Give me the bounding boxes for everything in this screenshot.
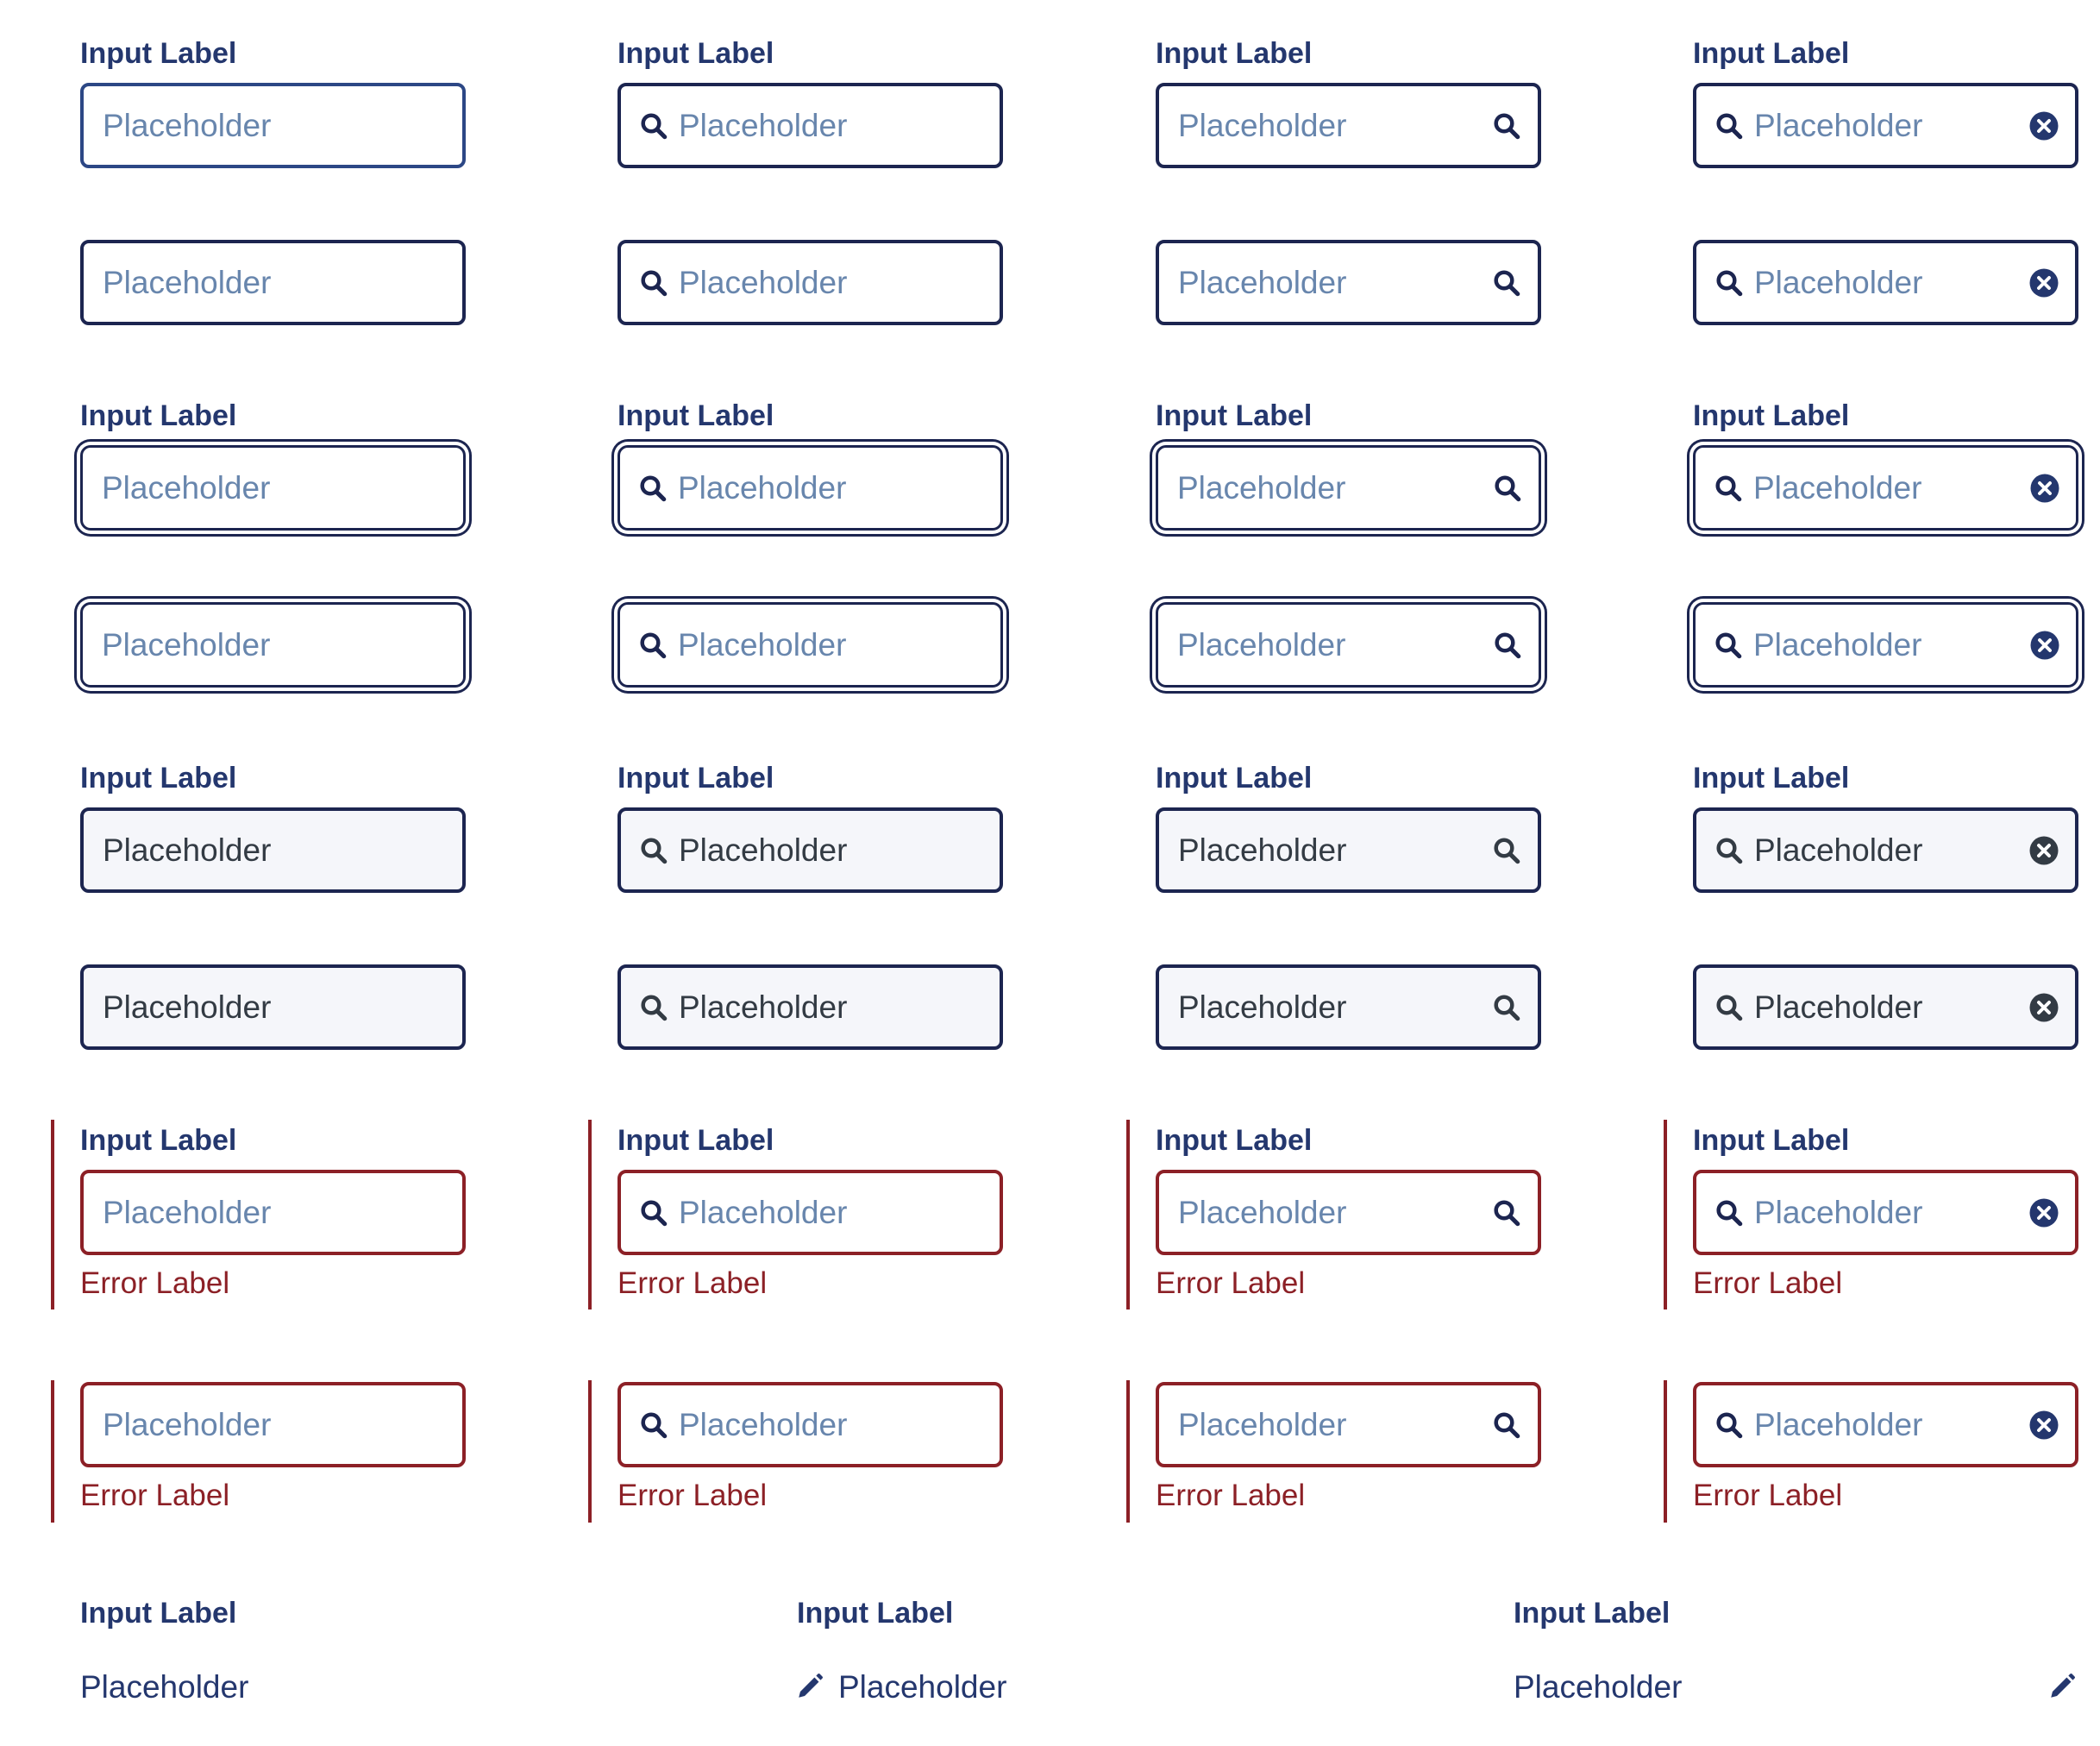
input-value: Placeholder xyxy=(1178,832,1347,868)
error-indicator-bar xyxy=(588,1120,592,1310)
search-input-left-icon-focused[interactable] xyxy=(617,445,1003,531)
pencil-icon[interactable] xyxy=(2047,1672,2077,1701)
input-value: Placeholder xyxy=(679,989,848,1025)
error-indicator-bar xyxy=(51,1380,54,1523)
input-placeholder: Placeholder xyxy=(679,1406,848,1442)
error-label: Error Label xyxy=(1693,1479,1843,1512)
readonly-value: Placeholder xyxy=(80,1669,249,1705)
input-label: Input Label xyxy=(617,37,774,70)
search-input-left-icon[interactable] xyxy=(617,240,1003,325)
text-input-default[interactable] xyxy=(80,240,466,325)
input-placeholder: Placeholder xyxy=(1754,107,1923,143)
editable-value[interactable]: Placeholder xyxy=(838,1669,1007,1705)
input-label: Input Label xyxy=(1693,37,1850,70)
search-input-clearable-filled[interactable] xyxy=(1693,807,2078,893)
clear-circle-x-icon[interactable] xyxy=(2028,110,2059,141)
input-placeholder: Placeholder xyxy=(1753,469,1922,506)
search-icon[interactable] xyxy=(1491,1197,1522,1228)
input-placeholder: Placeholder xyxy=(679,264,848,300)
search-input-right-icon-focused[interactable] xyxy=(1156,602,1541,688)
search-input-left-icon-focused[interactable] xyxy=(617,602,1003,688)
input-label: Input Label xyxy=(1156,762,1313,794)
search-input-clearable[interactable] xyxy=(1693,240,2078,325)
search-icon xyxy=(1714,1410,1745,1441)
input-placeholder: Placeholder xyxy=(103,107,272,143)
input-label: Input Label xyxy=(797,1597,954,1630)
input-placeholder: Placeholder xyxy=(679,107,848,143)
text-input-focused[interactable] xyxy=(80,602,466,688)
search-input-left-icon[interactable] xyxy=(617,83,1003,168)
text-input-error[interactable] xyxy=(80,1382,466,1467)
text-input-focused[interactable] xyxy=(80,445,466,531)
clear-circle-x-icon[interactable] xyxy=(2029,630,2060,661)
search-icon xyxy=(1713,630,1744,661)
search-icon[interactable] xyxy=(1491,835,1522,866)
search-icon xyxy=(1713,473,1744,504)
error-indicator-bar xyxy=(588,1380,592,1523)
search-input-clearable-focused[interactable] xyxy=(1693,602,2078,688)
search-input-clearable-filled[interactable] xyxy=(1693,964,2078,1050)
input-label: Input Label xyxy=(80,762,237,794)
search-icon xyxy=(638,267,669,298)
error-indicator-bar xyxy=(51,1120,54,1310)
search-input-right-icon[interactable] xyxy=(1156,240,1541,325)
error-indicator-bar xyxy=(1664,1120,1667,1310)
error-indicator-bar xyxy=(1126,1380,1130,1523)
search-icon xyxy=(638,992,669,1023)
input-placeholder: Placeholder xyxy=(102,626,271,663)
search-icon xyxy=(1714,267,1745,298)
text-input-filled[interactable] xyxy=(80,964,466,1050)
input-label: Input Label xyxy=(1156,1124,1313,1157)
text-input-error[interactable] xyxy=(80,1170,466,1255)
search-icon[interactable] xyxy=(1492,473,1523,504)
error-label: Error Label xyxy=(80,1266,230,1300)
search-input-right-icon-filled[interactable] xyxy=(1156,964,1541,1050)
text-input-default[interactable] xyxy=(80,83,466,168)
clear-circle-x-icon[interactable] xyxy=(2028,1410,2059,1441)
error-label: Error Label xyxy=(617,1266,768,1300)
clear-circle-x-icon[interactable] xyxy=(2028,267,2059,298)
input-label: Input Label xyxy=(1693,1124,1850,1157)
input-value: Placeholder xyxy=(1178,989,1347,1025)
search-icon xyxy=(638,1197,669,1228)
search-input-clearable[interactable] xyxy=(1693,83,2078,168)
error-indicator-bar xyxy=(1664,1380,1667,1523)
search-input-right-icon-error[interactable] xyxy=(1156,1382,1541,1467)
input-label: Input Label xyxy=(1693,399,1850,432)
input-placeholder: Placeholder xyxy=(678,469,847,506)
input-placeholder: Placeholder xyxy=(1754,264,1923,300)
pencil-icon[interactable] xyxy=(795,1672,824,1701)
search-icon xyxy=(637,630,668,661)
search-input-right-icon[interactable] xyxy=(1156,83,1541,168)
input-label: Input Label xyxy=(617,1124,774,1157)
input-placeholder: Placeholder xyxy=(103,1194,272,1230)
error-label: Error Label xyxy=(80,1479,230,1512)
search-icon[interactable] xyxy=(1492,630,1523,661)
search-input-right-icon-error[interactable] xyxy=(1156,1170,1541,1255)
search-input-clearable-error[interactable] xyxy=(1693,1382,2078,1467)
search-icon xyxy=(638,1410,669,1441)
input-label: Input Label xyxy=(617,762,774,794)
error-label: Error Label xyxy=(1156,1266,1306,1300)
input-label: Input Label xyxy=(80,399,237,432)
input-label: Input Label xyxy=(1156,37,1313,70)
editable-value[interactable]: Placeholder xyxy=(1514,1669,1683,1705)
input-placeholder: Placeholder xyxy=(1753,626,1922,663)
input-label: Input Label xyxy=(80,37,237,70)
input-label: Input Label xyxy=(617,399,774,432)
search-input-right-icon-focused[interactable] xyxy=(1156,445,1541,531)
search-icon xyxy=(1714,1197,1745,1228)
input-label: Input Label xyxy=(80,1597,237,1630)
search-icon xyxy=(638,835,669,866)
input-placeholder: Placeholder xyxy=(103,1406,272,1442)
input-placeholder: Placeholder xyxy=(102,469,271,506)
error-label: Error Label xyxy=(1156,1479,1306,1512)
input-placeholder: Placeholder xyxy=(1177,469,1346,506)
error-indicator-bar xyxy=(1126,1120,1130,1310)
clear-circle-x-icon[interactable] xyxy=(2028,835,2059,866)
input-placeholder: Placeholder xyxy=(103,264,272,300)
error-label: Error Label xyxy=(1693,1266,1843,1300)
search-icon[interactable] xyxy=(1491,267,1522,298)
input-value: Placeholder xyxy=(103,832,272,868)
clear-circle-x-icon[interactable] xyxy=(2029,473,2060,504)
clear-circle-x-icon[interactable] xyxy=(2028,1197,2059,1228)
input-placeholder: Placeholder xyxy=(679,1194,848,1230)
input-placeholder: Placeholder xyxy=(1178,1406,1347,1442)
search-input-clearable-focused[interactable] xyxy=(1693,445,2078,531)
input-placeholder: Placeholder xyxy=(1177,626,1346,663)
search-input-left-icon-error[interactable] xyxy=(617,1170,1003,1255)
input-value: Placeholder xyxy=(1754,832,1923,868)
input-value: Placeholder xyxy=(103,989,272,1025)
search-icon xyxy=(1714,110,1745,141)
text-input-filled[interactable] xyxy=(80,807,466,893)
search-input-right-icon-filled[interactable] xyxy=(1156,807,1541,893)
input-placeholder: Placeholder xyxy=(1754,1406,1923,1442)
input-placeholder: Placeholder xyxy=(1178,1194,1347,1230)
input-value: Placeholder xyxy=(1754,989,1923,1025)
search-icon[interactable] xyxy=(1491,110,1522,141)
input-label: Input Label xyxy=(1514,1597,1671,1630)
input-value: Placeholder xyxy=(679,832,848,868)
search-icon xyxy=(638,110,669,141)
input-placeholder: Placeholder xyxy=(678,626,847,663)
search-icon xyxy=(1714,835,1745,866)
search-icon xyxy=(1714,992,1745,1023)
input-placeholder: Placeholder xyxy=(1754,1194,1923,1230)
search-input-left-icon-filled[interactable] xyxy=(617,807,1003,893)
error-label: Error Label xyxy=(617,1479,768,1512)
search-icon xyxy=(637,473,668,504)
input-placeholder: Placeholder xyxy=(1178,107,1347,143)
search-input-left-icon-error[interactable] xyxy=(617,1382,1003,1467)
search-input-clearable-error[interactable] xyxy=(1693,1170,2078,1255)
search-icon[interactable] xyxy=(1491,992,1522,1023)
input-label: Input Label xyxy=(1156,399,1313,432)
input-placeholder: Placeholder xyxy=(1178,264,1347,300)
search-input-left-icon-filled[interactable] xyxy=(617,964,1003,1050)
input-label: Input Label xyxy=(1693,762,1850,794)
input-label: Input Label xyxy=(80,1124,237,1157)
search-icon[interactable] xyxy=(1491,1410,1522,1441)
clear-circle-x-icon[interactable] xyxy=(2028,992,2059,1023)
